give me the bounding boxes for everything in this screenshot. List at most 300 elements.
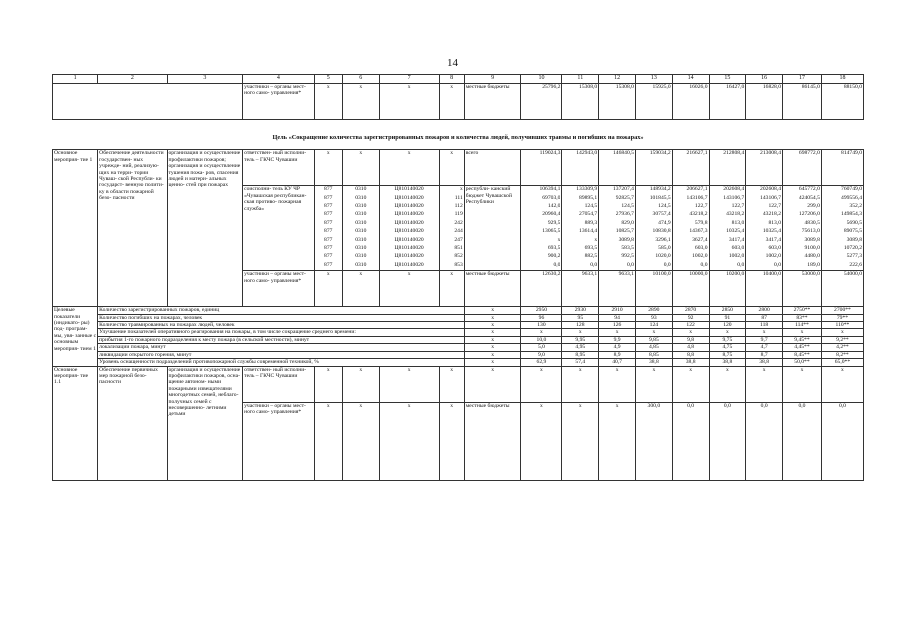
value-cell [599,186,636,271]
stack-line: 877 [324,244,333,251]
stack-line: 202608,4 [723,186,745,193]
value-cell: 814749,0 [821,150,863,186]
stack-line: 0,0 [663,261,671,268]
value-cell: 94 [599,314,636,321]
value-cell: 110** [821,321,863,328]
block1-total-row [53,150,864,186]
stack-line: 27936,7 [615,211,634,218]
x-cell: x [464,314,521,321]
stack-line: 10720,2 [843,244,862,251]
stack-line: 92825,7 [615,194,634,201]
stack-line: 122,7 [768,203,782,210]
column-number: 1 [53,75,98,84]
x-cell: x [314,402,342,480]
value-cell: 8,2** [821,351,863,358]
stack-line: 645772,0 [798,186,820,193]
value-cell: 146840,5 [599,150,636,186]
value-cell: 213008,4 [746,150,783,186]
value-cell: x [562,366,599,402]
stack-line: 10825,7 [615,228,634,235]
value-cell: 0,0 [672,402,709,480]
vr-cell [439,186,464,271]
value-cell: 2930 [562,307,599,314]
activity-name: Основное мероприя- тие 1 [53,150,98,307]
value-cell: 9,8 [672,336,709,343]
x-cell: x [464,336,521,343]
value-cell: 2800 [746,307,783,314]
column-number: 9 [464,75,521,84]
x-cell: x [342,271,379,307]
value-cell: x [562,329,599,336]
stack-line: 0310 [355,244,367,251]
stack-line: 1002,0 [692,253,708,260]
stack-line: Ц810140020 [394,236,424,243]
value-cell: x [521,366,562,402]
value-cell: 65,0** [821,359,863,366]
stack-line: 424054,5 [798,194,820,201]
value-cell [562,186,599,271]
value-cell: 9633,1 [562,271,599,307]
target-row [53,344,864,351]
stack-line: 0310 [355,236,367,243]
value-cell: 10200,0 [709,271,746,307]
stack-line: 112 [454,203,463,210]
value-cell: 8,9 [599,351,636,358]
value-cell: 114** [783,321,822,328]
stack-line: Ц810140020 [394,203,424,210]
value-cell [746,186,783,271]
value-cell: 128 [562,321,599,328]
stack-line: 111 [454,194,463,201]
value-cell: x [821,366,863,402]
value-cell: 216627,1 [672,150,709,186]
value-cell: x [746,366,783,402]
participant-cell: участники – органы мест- ного само- управления* [243,402,314,480]
stack-line: 142,0 [547,203,561,210]
value-cell: x [635,329,672,336]
stack-line: 829,0 [621,219,634,226]
csr-cell [379,186,439,271]
value-cell: 83** [783,314,822,321]
column-number: 11 [562,75,599,84]
stack-line: 122,7 [731,203,745,210]
value-cell: 96 [521,314,562,321]
stack-line: 101845,5 [649,194,671,201]
value-cell: x [635,366,672,402]
stack-line: Ц810140020 [394,244,424,251]
value-cell: 9,95 [562,336,599,343]
target-row [53,359,864,366]
value-cell: 300,0 [635,402,672,480]
indicator-name: Уровень оснащенности подразделений противопожарной службы современной техникой, % [98,359,465,366]
value-cell: 212808,4 [709,150,746,186]
stack-line: 244 [454,228,463,235]
page-number: 14 [447,57,458,69]
indicator-name: Улучшение показателей оперативного реагирования на пожары, в том числе сокращение среднего времени: [98,329,465,336]
value-cell: x [521,402,562,480]
stack-line: Ц810140020 [394,228,424,235]
stack-line: 89075,5 [843,228,862,235]
value-cell: 5,0 [521,344,562,351]
value-cell: 2700** [821,307,863,314]
stack-line: 474,9 [658,219,671,226]
value-cell: 16427,0 [709,84,746,120]
column-number: 3 [167,75,243,84]
stack-line: 189,0 [807,261,820,268]
value-cell: 93 [635,314,672,321]
value-cell: 57,4 [562,359,599,366]
value-cell: 87 [746,314,783,321]
goal-title: Цель «Сокращение количества зарегистрированных пожаров и количества людей, получивших травмы и погибших на пожарах» [53,120,864,150]
target-row [53,314,864,321]
value-cell: x [709,366,746,402]
value-cell: 9,2** [821,336,863,343]
value-cell: 0,0 [709,402,746,480]
column-number: 14 [672,75,709,84]
value-cell: 9,7 [746,336,783,343]
continuation-row [53,84,864,120]
stack-line: 877 [324,261,333,268]
targets-label: Целевые показатели (индикато- ры) под- програм- мы, увя- занные с основным мероприя- тием 1 [53,307,98,366]
block11-row [53,366,864,402]
value-cell: 9,75 [709,336,746,343]
x-cell: x [439,366,464,402]
stack-line: 124,5 [658,203,671,210]
value-cell: 79** [821,314,863,321]
x-cell: x [379,271,439,307]
indicator-name: Количество травмированных на пожарах людей, человек [98,321,465,328]
value-cell: x [672,329,709,336]
x-cell: x [464,321,521,328]
stack-line: 242 [454,219,463,226]
x-cell: x [314,84,342,120]
stack-line: 3417,4 [728,236,745,243]
stack-line: 603,0 [731,244,745,251]
stack-line: 889,3 [584,219,598,226]
x-cell: x [439,150,464,186]
section-cell [342,186,379,271]
x-cell: x [379,84,439,120]
stack-line: Ц810140020 [394,253,424,260]
value-cell [672,186,709,271]
stack-line: 3296,1 [655,236,671,243]
value-cell: 15308,0 [599,84,636,120]
stack-line: 877 [324,228,333,235]
value-cell: 15925,0 [635,84,672,120]
value-cell: 159034,2 [635,150,672,186]
stack-line: 119 [454,211,463,218]
stack-line: 0310 [355,253,367,260]
source-cell: всего [464,150,521,186]
value-cell [821,186,863,271]
stack-line: 127206,0 [798,211,820,218]
stack-line: 3417,4 [765,236,782,243]
stack-line: 30757,4 [652,211,671,218]
stack-line: 0310 [355,186,367,193]
stack-line: 877 [324,194,333,201]
stack-line: 0310 [355,211,367,218]
stack-line: 149854,3 [841,211,862,218]
stack-line: 222,6 [849,261,862,268]
budget-table [52,74,864,481]
x-cell: x [342,366,379,402]
stack-line: 813,0 [768,219,782,226]
value-cell: 8,7 [746,351,783,358]
stack-line: 3089,8 [846,236,862,243]
goal-row [53,120,864,150]
coexecutor-cell: соисполни- тель КУ ЧР «Чувашская республикан- ская противо- пожарная служба» [243,186,314,271]
stack-line: 585,0 [658,244,671,251]
stack-line: 0,0 [553,261,561,268]
value-cell: 4,75 [709,344,746,351]
value-cell: x [599,329,636,336]
value-cell: 0,0 [746,402,783,480]
value-cell: 124 [635,321,672,328]
x-cell: x [379,402,439,480]
x-cell: x [464,359,521,366]
stack-line: 877 [324,186,333,193]
activity-description: Обеспечение первичных мер пожарной безо- пасности [98,366,167,480]
column-number: 15 [709,75,746,84]
stack-line: 877 [324,203,333,210]
stack-line: 89895,1 [579,194,598,201]
stack-line: 13614,4 [579,228,598,235]
value-cell: 15308,0 [562,84,599,120]
stack-line: 0310 [355,228,367,235]
stack-line: 202608,4 [760,186,782,193]
value-cell: 9,85 [635,336,672,343]
value-cell [783,186,822,271]
x-cell: x [464,366,521,402]
stack-line: x [459,186,463,193]
column-number: 7 [379,75,439,84]
value-cell: 8,75 [709,351,746,358]
column-number: 8 [439,75,464,84]
value-cell: x [562,402,599,480]
value-cell: 62,9 [521,359,562,366]
indicator-name: ликвидации открытого горения, минут [98,351,465,358]
value-cell: 4,2** [821,344,863,351]
value-cell: x [783,329,822,336]
stack-line: 20960,4 [542,211,561,218]
header-row [53,75,864,84]
value-cell: 2890 [635,307,672,314]
x-cell: x [342,84,379,120]
value-cell: 25796,2 [521,84,562,120]
target-row [53,307,864,314]
stack-line: 206627,1 [686,186,708,193]
value-cell: 86145,0 [783,84,822,120]
value-cell: 38,8 [672,359,709,366]
stack-line: 603,0 [694,244,708,251]
stack-line: 0,0 [774,261,782,268]
activity-description: Обеспечение деятельности государствен- ных учрежде- ний, реализую- щих на терри- тории Чуваш- ской Республи- ки государст- венную полити- ку в области пожарной безо- пасности [98,150,167,307]
stack-line: Ц810140020 [394,219,424,226]
stack-line: 43218,2 [762,211,782,218]
stack-line: 122,7 [694,203,708,210]
source-cell: республи- канский бюджет Чувашской Республики [464,186,521,271]
stack-line: 10830,8 [652,228,671,235]
x-cell: x [342,402,379,480]
stack-line: 148934,2 [649,186,671,193]
stack-line: 929,5 [547,219,561,226]
value-cell [709,186,746,271]
value-cell: 16828,0 [746,84,783,120]
column-number: 12 [599,75,636,84]
value-cell: 95 [562,314,599,321]
stack-line: 877 [324,219,333,226]
stack-line: 877 [324,236,333,243]
value-cell: 8,45** [783,351,822,358]
stack-line: 851 [454,244,463,251]
value-cell: 4,85 [635,344,672,351]
stack-line: 1020,0 [655,253,671,260]
stack-line: 137207,4 [612,186,634,193]
column-number: 5 [314,75,342,84]
stack-line: 299,0 [807,203,820,210]
indicator-name: Количество зарегистрированных пожаров, единиц [98,307,465,314]
indicator-name: прибытия 1-го пожарного подразделения к месту пожара (в сельской местности), минут [98,336,465,343]
stack-line: 0,0 [737,261,745,268]
stack-line: 882,5 [584,253,598,260]
target-row [53,329,864,336]
activity-content: организация и осуществление профилактики пожаров, осна- щение автоном- ными пожарными извещателями многодетных семей, неблаго- получных семей с несовершенно- летними детьми [167,366,243,480]
source-cell: местные бюджеты [464,271,521,307]
value-cell: 9,0 [521,351,562,358]
stack-line: 43218,2 [689,211,708,218]
value-cell: x [599,402,636,480]
stack-line: 352,2 [849,203,862,210]
stack-line: 14367,3 [689,228,708,235]
stack-line: 583,5 [621,244,634,251]
value-cell: 9,45** [783,336,822,343]
value-cell: 119024,3 [521,150,562,186]
value-cell: 16026,0 [672,84,709,120]
stack-line: 0310 [355,194,367,201]
stack-line: 4480,0 [804,253,820,260]
grbs-cell [314,186,342,271]
column-number: 16 [746,75,783,84]
value-cell: x [672,366,709,402]
value-cell: 12630,2 [521,271,562,307]
value-cell: 10400,0 [746,271,783,307]
stack-line: 247 [454,236,463,243]
stack-line: 27054,7 [579,211,598,218]
value-cell: 8,8 [672,351,709,358]
value-cell: x [783,366,822,402]
stack-line: 877 [324,211,333,218]
stack-line: 124,5 [584,203,598,210]
value-cell: 4,95 [562,344,599,351]
column-number: 18 [821,75,863,84]
stack-line: 0,0 [626,261,634,268]
stack-line: 852 [454,253,463,260]
stack-line: 992,5 [621,253,634,260]
stack-line: 3089,8 [618,236,634,243]
value-cell: 10000,0 [672,271,709,307]
value-cell: x [709,329,746,336]
x-cell: x [314,271,342,307]
stack-line: 43218,2 [726,211,745,218]
value-cell: 0,0 [821,402,863,480]
value-cell: 4,9 [599,344,636,351]
stack-line: 4830,5 [804,219,820,226]
value-cell: 8,95 [562,351,599,358]
responsible-cell: ответствен- ный исполни- тель – ГКЧС Чувашии [243,366,314,402]
value-cell: 38,8 [635,359,672,366]
stack-line: 143106,7 [723,194,745,201]
target-row [53,351,864,358]
x-cell: x [439,402,464,480]
value-cell: 38,8 [709,359,746,366]
x-cell: x [439,84,464,120]
value-cell: 118 [746,321,783,328]
column-number: 4 [243,75,314,84]
stack-line: 10325,4 [762,228,782,235]
value-cell: 4,8 [672,344,709,351]
stack-line: 106394,1 [539,186,561,193]
stack-line: Ц810140020 [394,194,424,201]
value-cell: 122 [672,321,709,328]
stack-line: 877 [324,253,333,260]
value-cell: 50,0** [783,359,822,366]
empty-cell [53,84,243,120]
stack-line: 760749,0 [841,186,862,193]
stack-line: x [557,236,561,243]
stack-line: 0,0 [590,261,598,268]
column-number: 2 [98,75,167,84]
stack-line: 693,5 [584,244,598,251]
x-cell: x [342,150,379,186]
column-number: 13 [635,75,672,84]
value-cell: 4,45** [783,344,822,351]
value-cell: 9,9 [599,336,636,343]
stack-line: Ц810140020 [394,186,424,193]
stack-line: 13065,5 [542,228,561,235]
value-cell: 2850 [709,307,746,314]
value-cell [521,186,562,271]
value-cell: 126 [599,321,636,328]
value-cell: x [746,329,783,336]
value-cell: 2910 [599,307,636,314]
value-cell: 92 [672,314,709,321]
stack-line: 1002,0 [765,253,782,260]
value-cell: 120 [709,321,746,328]
stack-line: 3089,8 [804,236,820,243]
stack-line: 900,2 [547,253,561,260]
value-cell: 698772,0 [783,150,822,186]
x-cell: x [464,329,521,336]
x-cell: x [464,344,521,351]
stack-line: 124,5 [621,203,634,210]
stack-line: 0,0 [700,261,708,268]
x-cell: x [379,150,439,186]
source-cell: местные бюджеты [464,402,521,480]
indicator-name: локализации пожара, минут [98,344,465,351]
stack-line: 1002,0 [728,253,745,260]
stack-line: 5690,5 [846,219,862,226]
participant-cell: участники – органы мест- ного само- управления* [243,84,314,120]
value-cell: 2870 [672,307,709,314]
x-cell: x [314,366,342,402]
value-cell: x [521,329,562,336]
stack-line: Ц810140020 [394,211,424,218]
stack-line: 143106,7 [760,194,782,201]
stack-line: 853 [454,261,463,268]
value-cell: 8,85 [635,351,672,358]
value-cell: 0,0 [783,402,822,480]
x-cell: x [439,271,464,307]
